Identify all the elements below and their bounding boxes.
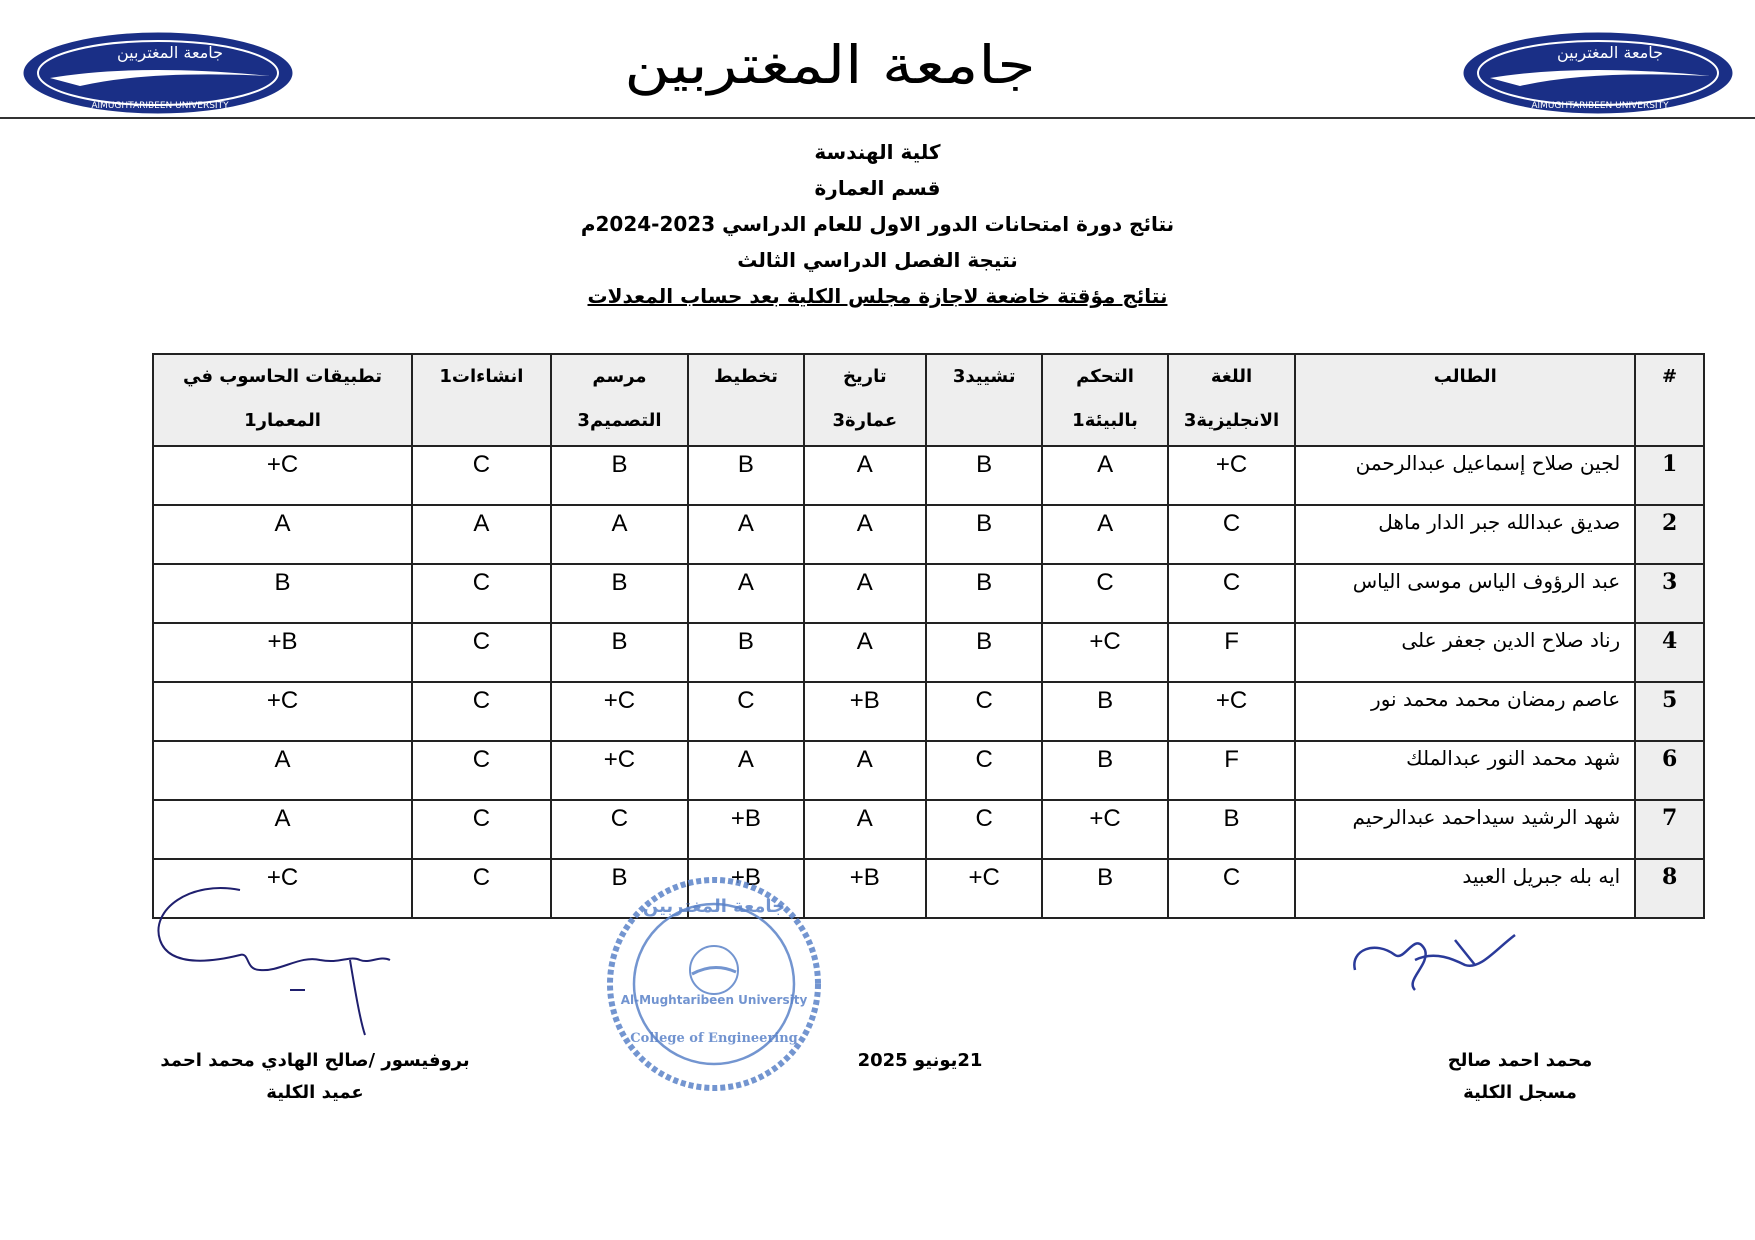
table-row — [153, 800, 1704, 859]
row-number: 5 — [1635, 682, 1704, 741]
svg-text:AlMUGHTARIBEEN UNIVERSITY: AlMUGHTARIBEEN UNIVERSITY — [91, 101, 229, 111]
header-construction: تشييد3 — [926, 354, 1042, 446]
student-name: عاصم رمضان محمد محمد نور — [1295, 682, 1635, 741]
header-structures: انشاءات1 — [412, 354, 551, 446]
header-student: الطالب — [1295, 354, 1635, 446]
grade-cell: C — [1168, 564, 1295, 623]
page-header — [0, 0, 1755, 120]
grade-cell: B — [551, 446, 689, 505]
svg-text:College of Engineering: College of Engineering — [630, 1031, 798, 1046]
grade-cell: B — [1168, 800, 1295, 859]
table-row — [153, 446, 1704, 505]
grade-cell: F — [1168, 741, 1295, 800]
grade-cell: B — [551, 623, 689, 682]
grade-cell: C+ — [153, 682, 412, 741]
header-env-control: التحكم بالبيئة1 — [1042, 354, 1167, 446]
table-row — [153, 505, 1704, 564]
grade-cell: A — [688, 741, 803, 800]
date-block — [840, 1045, 1000, 1077]
grade-cell: A — [804, 564, 926, 623]
student-name: شهد الرشيد سيداحمد عبدالرحيم — [1295, 800, 1635, 859]
university-logo-left — [20, 28, 296, 118]
grade-cell: A — [153, 505, 412, 564]
table-row — [153, 741, 1704, 800]
grade-cell: A — [688, 505, 803, 564]
table-row — [153, 623, 1704, 682]
registrar-signature — [1345, 920, 1525, 1000]
grade-cell: B+ — [804, 682, 926, 741]
student-name: رناد صلاح الدين جعفر على — [1295, 623, 1635, 682]
grade-cell: B — [1042, 859, 1167, 918]
grade-cell: F — [1168, 623, 1295, 682]
grade-cell: C — [412, 623, 551, 682]
student-name: عبد الرؤوف الياس موسى الياس — [1295, 564, 1635, 623]
dean-signature — [150, 860, 420, 1040]
row-number: 4 — [1635, 623, 1704, 682]
grade-cell: A — [688, 564, 803, 623]
grade-cell: A — [804, 800, 926, 859]
semester-title: نتيجة الفصل الدراسي الثالث — [737, 248, 1018, 272]
grade-cell: B — [153, 564, 412, 623]
grade-cell: B — [926, 505, 1042, 564]
grade-cell: C+ — [551, 741, 689, 800]
grade-cell: B — [926, 623, 1042, 682]
grade-cell: A — [153, 800, 412, 859]
grade-cell: A — [804, 505, 926, 564]
table-row — [153, 564, 1704, 623]
grade-cell: C+ — [1042, 623, 1167, 682]
provisional-note: نتائج مؤقتة خاضعة لاجازة مجلس الكلية بعد حساب المعدلات — [587, 284, 1168, 308]
student-name: صديق عبدالله جبر الدار ماهل — [1295, 505, 1635, 564]
dean-block — [150, 1045, 480, 1109]
grade-cell: B — [688, 446, 803, 505]
grade-cell: C — [551, 800, 689, 859]
grade-cell: A — [1042, 446, 1167, 505]
grade-cell: A — [804, 446, 926, 505]
grade-cell: B+ — [153, 623, 412, 682]
grade-cell: B+ — [688, 859, 803, 918]
grade-cell: C — [1168, 505, 1295, 564]
grade-cell: C — [688, 682, 803, 741]
row-number: 1 — [1635, 446, 1704, 505]
grade-cell: C — [926, 741, 1042, 800]
grade-cell: B+ — [688, 800, 803, 859]
grade-cell: B — [1042, 682, 1167, 741]
table-header-row — [153, 354, 1704, 446]
registrar-title: مسجل الكلية — [1463, 1082, 1577, 1103]
grade-cell: C+ — [153, 859, 412, 918]
grade-cell: B — [926, 446, 1042, 505]
header-english: اللغة الانجليزية3 — [1168, 354, 1295, 446]
grade-cell: C — [412, 859, 551, 918]
grade-cell: C+ — [926, 859, 1042, 918]
table-row — [153, 682, 1704, 741]
grade-cell: C — [926, 682, 1042, 741]
registrar-block — [1400, 1045, 1640, 1109]
header-computer-apps: تطبيقات الحاسوب في المعمار1 — [153, 354, 412, 446]
grade-cell: C+ — [551, 682, 689, 741]
grade-cell: B+ — [804, 859, 926, 918]
grade-cell: A — [1042, 505, 1167, 564]
student-name: لجين صلاح إسماعيل عبدالرحمن — [1295, 446, 1635, 505]
row-number: 3 — [1635, 564, 1704, 623]
document-titles — [0, 134, 1755, 314]
registrar-name: محمد احمد صالح — [1447, 1050, 1593, 1071]
grade-cell: C — [926, 800, 1042, 859]
grade-cell: C+ — [1168, 446, 1295, 505]
grade-cell: C — [1042, 564, 1167, 623]
grade-cell: A — [804, 741, 926, 800]
grade-cell: A — [412, 505, 551, 564]
college-title: كلية الهندسة — [814, 140, 941, 164]
grade-cell: C+ — [1168, 682, 1295, 741]
row-number: 2 — [1635, 505, 1704, 564]
results-table — [152, 353, 1705, 919]
header-num: # — [1635, 354, 1704, 446]
grade-cell: C — [412, 564, 551, 623]
grade-cell: B — [926, 564, 1042, 623]
header-history: تاريخ عمارة3 — [804, 354, 926, 446]
student-name: ايه بله جبريل العبيد — [1295, 859, 1635, 918]
svg-text:جامعة المغتربين: جامعة المغتربين — [116, 43, 224, 62]
grade-cell: C+ — [153, 446, 412, 505]
svg-text:جامعة المغتربين: جامعة المغتربين — [642, 896, 786, 917]
svg-text:AlMUGHTARIBEEN UNIVERSITY: AlMUGHTARIBEEN UNIVERSITY — [1531, 101, 1669, 111]
header-planning: تخطيط — [688, 354, 803, 446]
grade-cell: A — [804, 623, 926, 682]
grade-cell: C — [412, 741, 551, 800]
exam-session-title: نتائج دورة امتحانات الدور الاول للعام الدراسي 2023-2024م — [580, 212, 1175, 236]
university-name: جامعة المغتربين — [624, 33, 1036, 96]
grade-cell: B — [688, 623, 803, 682]
student-name: شهد محمد النور عبدالملك — [1295, 741, 1635, 800]
row-number: 8 — [1635, 859, 1704, 918]
grade-cell: A — [551, 505, 689, 564]
row-number: 7 — [1635, 800, 1704, 859]
header-divider — [0, 117, 1755, 119]
university-logo-right — [1460, 28, 1736, 118]
header-design-studio: مرسم التصميم3 — [551, 354, 689, 446]
grade-cell: C — [1168, 859, 1295, 918]
row-number: 6 — [1635, 741, 1704, 800]
svg-text:جامعة المغتربين: جامعة المغتربين — [1556, 43, 1664, 62]
grade-cell: B — [1042, 741, 1167, 800]
grade-cell: C — [412, 682, 551, 741]
dean-title: عميد الكلية — [266, 1082, 364, 1103]
grade-cell: B — [551, 859, 689, 918]
grade-cell: C — [412, 800, 551, 859]
college-stamp — [600, 870, 828, 1098]
svg-text:Al-Mughtaribeen University: Al-Mughtaribeen University — [620, 993, 808, 1007]
department-title: قسم العمارة — [814, 176, 941, 200]
grade-cell: B — [551, 564, 689, 623]
signature-date: 21يونيو 2025 — [857, 1050, 983, 1071]
grade-cell: C+ — [1042, 800, 1167, 859]
grade-cell: C — [412, 446, 551, 505]
dean-name: بروفيسور /صالح الهادي محمد احمد — [160, 1050, 470, 1071]
grade-cell: A — [153, 741, 412, 800]
